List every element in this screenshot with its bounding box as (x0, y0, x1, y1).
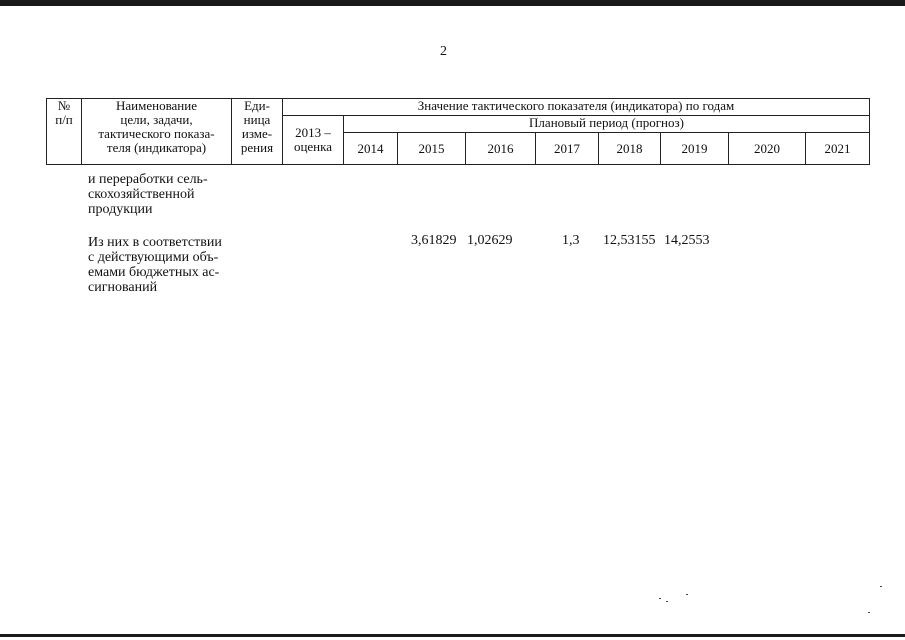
header-year-2015: 2015 (398, 133, 466, 165)
row-2-name: Из них в соответствии с действующими объ- емами бюджетных ас- сигнований (88, 235, 222, 295)
table-header (46, 98, 870, 165)
header-year-2020: 2020 (729, 133, 806, 165)
header-col-unit: Еди- ница изме- рения (232, 99, 283, 165)
header-col-number: № п/п (47, 99, 82, 165)
scan-speck (868, 612, 870, 613)
row-2-value-2018: 12,53155 (603, 233, 656, 248)
row-1-name: и переработки сель- скохозяйственной продукции (88, 172, 208, 217)
header-est-2013: 2013 – оценка (283, 116, 344, 165)
bottom-border-bar (0, 634, 905, 637)
header-year-2019: 2019 (661, 133, 729, 165)
header-year-2018: 2018 (599, 133, 661, 165)
header-year-2021: 2021 (806, 133, 870, 165)
header-year-2016: 2016 (466, 133, 536, 165)
row-2-value-2015: 3,61829 (411, 233, 457, 248)
row-2-value-2019: 14,2553 (664, 233, 710, 248)
header-period-title: Плановый период (прогноз) (344, 116, 870, 133)
page-number: 2 (440, 44, 447, 59)
row-2-value-2017: 1,3 (562, 233, 580, 248)
top-border-bar (0, 0, 905, 6)
header-year-2014: 2014 (344, 133, 398, 165)
scan-speck (880, 586, 882, 587)
scan-speck (666, 601, 668, 602)
scan-speck (659, 598, 661, 599)
header-col-name: Наименование цели, задачи, тактического показа- теля (индикатора) (82, 99, 232, 165)
header-year-2017: 2017 (536, 133, 599, 165)
header-values-title: Значение тактического показателя (индикатора) по годам (283, 99, 870, 116)
scan-speck (686, 594, 688, 595)
row-2-value-2016: 1,02629 (467, 233, 513, 248)
